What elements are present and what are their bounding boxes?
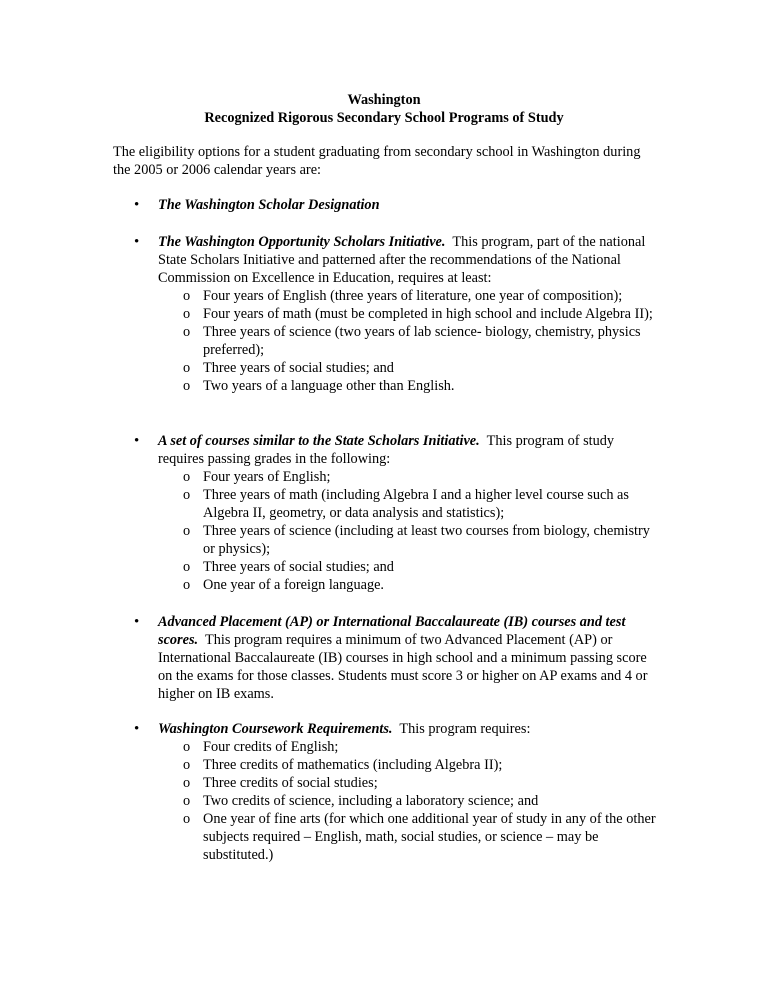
section-paragraph: [158, 432, 658, 468]
intro-paragraph: The eligibility options for a student graduating from secondary school in Washington during the 2005 or 2006 calendar years are:: [113, 144, 641, 178]
section-opportunity-scholars: [158, 233, 658, 395]
section-similar-courses: [158, 432, 658, 594]
section-lead: Advanced Placement (AP) or International Baccalaureate (IB) courses and test scores.: [158, 614, 626, 648]
section-coursework-requirements: [158, 720, 658, 864]
section-lead: The Washington Opportunity Scholars Initiative.: [158, 234, 446, 250]
list-item: o Four years of math (must be completed in high school and include Algebra II);: [203, 305, 663, 323]
section-text: This program requires:: [399, 721, 531, 737]
list-item: o Three years of math (including Algebra I and a higher level course such as Algebra II, geometry, or data analysis and statistics);: [203, 486, 663, 522]
section-washington-scholar: [158, 196, 658, 214]
section-lead: Washington Coursework Requirements.: [158, 721, 393, 737]
list-item: o One year of fine arts (for which one additional year of study in any of the other subjects required – English, math, social studies, or science – may be substituted.): [203, 810, 663, 864]
document-title: Washington: [347, 92, 421, 108]
list-item: o Three years of social studies; and: [203, 558, 663, 576]
section-text: This program of study requires passing grades in the following:: [158, 433, 615, 467]
list-item: o One year of a foreign language.: [203, 576, 663, 594]
list-item: o Three years of science (two years of lab science- biology, chemistry, physics preferred);: [203, 323, 663, 359]
section-ap-ib: [158, 613, 658, 703]
document-subtitle: Recognized Rigorous Secondary School Programs of Study: [204, 110, 564, 126]
list-item: o Four years of English (three years of literature, one year of composition);: [203, 287, 663, 305]
list-item: o Three years of science (including at least two courses from biology, chemistry or physics);: [203, 522, 663, 558]
list-item: o Three credits of social studies;: [203, 774, 663, 792]
list-item: o Three years of social studies; and: [203, 359, 663, 377]
list-item: o Four years of English;: [203, 468, 663, 486]
section-lead: The Washington Scholar Designation: [158, 197, 380, 213]
section-text: This program requires a minimum of two Advanced Placement (AP) or International Baccalaureate (IB) courses in high school and a minimum passing score on the exams for those classes. Students must score 3 or higher on AP exams and 4 or higher on IB exams.: [158, 632, 648, 702]
list-item: o Three credits of mathematics (including Algebra II);: [203, 756, 663, 774]
section-paragraph: [158, 613, 658, 703]
list-item: o Two credits of science, including a laboratory science; and: [203, 792, 663, 810]
section-paragraph: [158, 720, 658, 738]
list-item: o Two years of a language other than English.: [203, 377, 663, 395]
section-lead: A set of courses similar to the State Scholars Initiative.: [158, 433, 480, 449]
section-paragraph: [158, 233, 658, 287]
section-text: This program, part of the national State Scholars Initiative and patterned after the recommendations of the National Commission on Excellence in Education, requires at least:: [158, 234, 646, 286]
list-item: o Four credits of English;: [203, 738, 663, 756]
